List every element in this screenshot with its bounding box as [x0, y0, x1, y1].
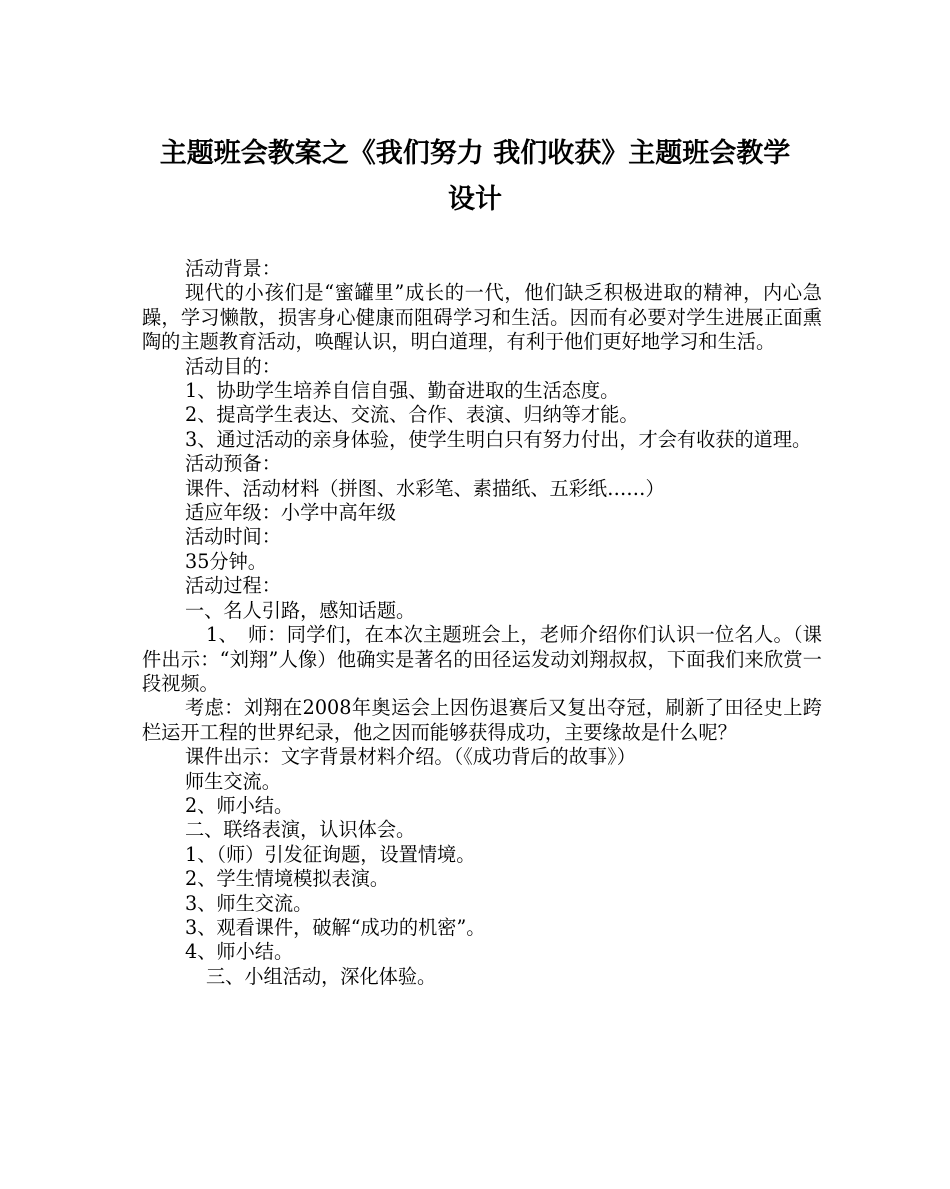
document-body	[142, 257, 822, 989]
preparation-materials: 课件、活动材料（拼图、水彩笔、素描纸、五彩纸……）	[185, 476, 665, 500]
process-part-2-step-2: 2、学生情境模拟表演。	[185, 867, 390, 891]
grade-level: 适应年级：小学中高年级	[185, 501, 397, 525]
process-part-3-heading: 三、小组活动，深化体验。	[206, 964, 437, 988]
paragraph-background: 现代的小孩们是“蜜罐里”成长的一代，他们缺乏积极进取的精神，内心急躁，学习懒散，损害身心健康而阻碍学习和生活。因而有必要对学生进展正面熏陶的主题教育活动，唤醒认识，明白道理，有利于他们更好地学习和生活。	[142, 281, 822, 354]
process-part-1-heading: 一、名人引路，感知话题。	[185, 598, 416, 622]
process-part-2-step-3: 3、师生交流。	[185, 891, 313, 915]
section-heading-preparation: 活动预备：	[185, 452, 281, 476]
process-part-1-step-1: 1、 师：同学们，在本次主题班会上，老师介绍你们认识一位名人。（课件出示：“刘翔”人像）他确实是著名的田径运发动刘翔叔叔，下面我们来欣赏一段视频。	[142, 623, 822, 695]
section-heading-duration: 活动时间：	[185, 525, 281, 549]
section-heading-background: 活动背景：	[185, 257, 281, 280]
process-part-2-heading: 二、联络表演，认识体会。	[185, 818, 416, 842]
document-title-line-2: 设计	[448, 184, 502, 215]
purpose-item-2: 2、提高学生表达、交流、合作、表演、归纳等才能。	[185, 403, 639, 427]
document-title-line-1: 主题班会教案之《我们努力 我们收获》主题班会教学	[159, 138, 791, 169]
reflection-question: 考虑：刘翔在2008年奥运会上因伤退赛后又复出夺冠，刷新了田径史上跨栏运开工程的世界纪录，他之因而能够获得成功，主要缘故是什么呢？	[142, 696, 822, 744]
courseware-display: 课件出示：文字背景材料介绍。（《成功背后的故事》）	[185, 745, 636, 769]
purpose-item-3: 3、通过活动的亲身体验，使学生明白只有努力付出，才会有收获的道理。	[185, 427, 812, 451]
process-part-2-step-4: 4、师小结。	[185, 940, 294, 964]
process-part-2-step-3b: 3、观看课件，破解“成功的机密”。	[185, 915, 486, 939]
section-heading-purpose: 活动目的：	[185, 354, 281, 378]
process-part-2-step-1: 1、（师）引发征询题，设置情境。	[185, 842, 476, 866]
duration-value: 35分钟。	[185, 549, 267, 573]
teacher-student-exchange: 师生交流。	[185, 769, 281, 793]
section-heading-process: 活动过程：	[185, 574, 281, 598]
purpose-item-1: 1、协助学生培养自信自强、勤奋进取的生活态度。	[185, 379, 620, 403]
process-part-1-step-2: 2、师小结。	[185, 793, 294, 817]
